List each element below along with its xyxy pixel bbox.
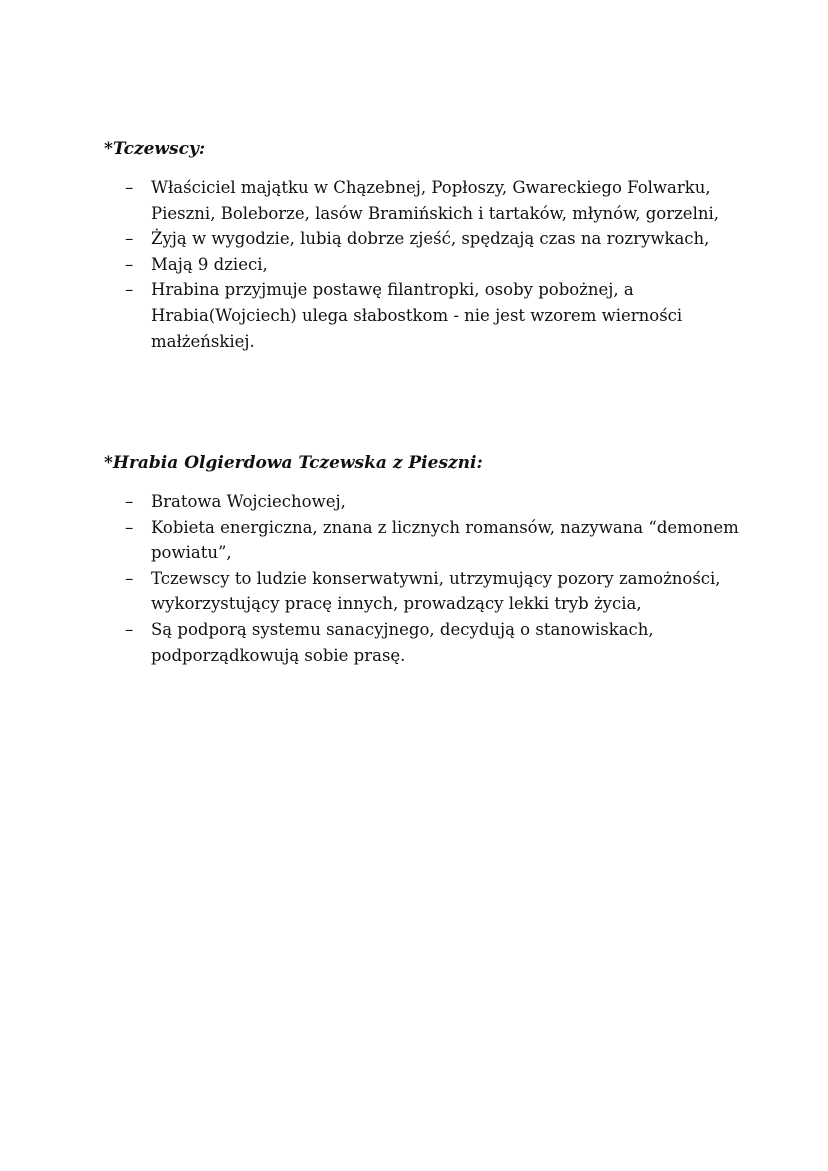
section-heading: *Hrabia Olgierdowa Tczewska z Pieszni: <box>104 453 483 473</box>
bullet-list <box>104 175 744 354</box>
list-item-text: Hrabina przyjmuje postawę filantropki, osoby pobożnej, a Hrabia(Wojciech) ulega słabostkom - nie jest wzorem wierności małżeńskiej. <box>151 280 683 351</box>
list-item <box>104 175 744 226</box>
dash-bullet: – <box>125 254 134 274</box>
dash-bullet: – <box>125 619 134 639</box>
list-item-text: Właściciel majątku w Chązebnej, Popłoszy, Gwareckiego Folwarku, Pieszni, Boleborze, lasów Bramińskich i tartaków, młynów, gorzelni, <box>151 178 720 223</box>
list-item <box>104 252 744 278</box>
dash-bullet: – <box>125 568 134 588</box>
section-hrabia-olgierdowa <box>104 450 744 668</box>
bullet-list <box>104 489 744 668</box>
list-item-text: Są podporą systemu sanacyjnego, decydują o stanowiskach, podporządkowują sobie prasę. <box>151 619 654 665</box>
list-item-text: Żyją w wygodzie, lubią dobrze zjeść, spędzają czas na rozrywkach, <box>151 229 710 249</box>
list-item-text: Tczewscy to ludzie konserwatywni, utrzymujący pozory zamożności, wykorzystujący pracę innych, prowadzący lekki tryb życia, <box>151 568 721 614</box>
list-item <box>104 226 744 252</box>
list-item <box>104 489 744 515</box>
dash-bullet: – <box>125 229 134 249</box>
dash-bullet: – <box>125 280 134 300</box>
dash-bullet: – <box>125 492 134 511</box>
list-item <box>104 515 744 566</box>
dash-bullet: – <box>125 517 134 537</box>
list-item <box>104 277 744 354</box>
list-item <box>104 566 744 617</box>
dash-bullet: – <box>125 178 134 197</box>
list-item <box>104 617 744 668</box>
section-heading: *Tczewscy: <box>104 139 206 159</box>
list-item-text: Bratowa Wojciechowej, <box>151 492 346 511</box>
list-item-text: Mają 9 dzieci, <box>151 254 268 274</box>
section-tczewscy <box>104 136 744 354</box>
list-item-text: Kobieta energiczna, znana z licznych romansów, nazywana “demonem powiatu”, <box>151 517 739 563</box>
